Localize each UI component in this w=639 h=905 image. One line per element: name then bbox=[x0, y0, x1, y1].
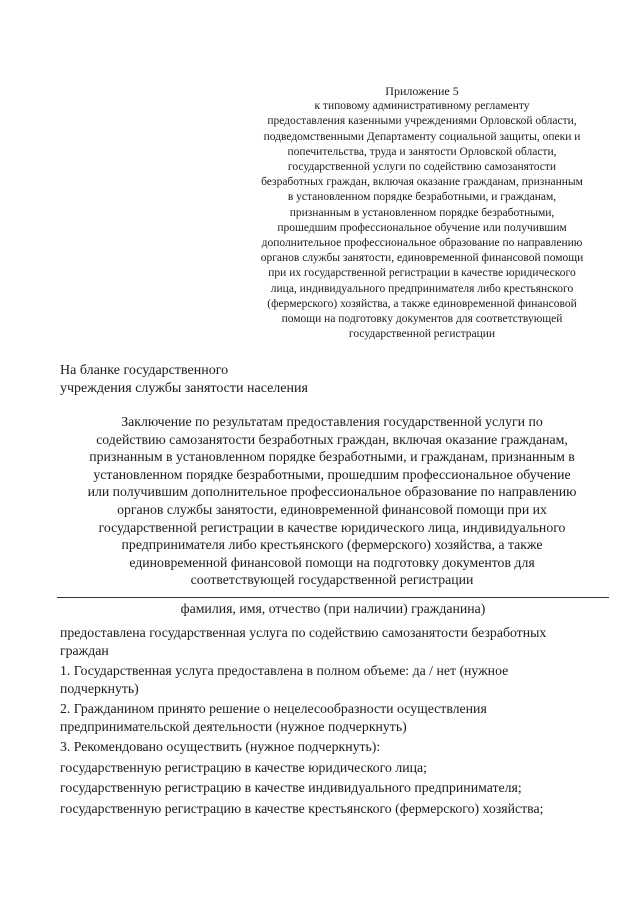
body-paragraph bbox=[60, 759, 610, 777]
appendix-line: безработных граждан, включая оказание гражданам, признанным bbox=[261, 176, 583, 189]
body-paragraph bbox=[60, 779, 610, 797]
body-paragraph bbox=[60, 800, 610, 818]
appendix-line: предоставления казенными учреждениями Орловской области, bbox=[267, 115, 577, 128]
body-line: государственную регистрацию в качестве крестьянского (фермерского) хозяйства; bbox=[60, 800, 544, 816]
body-paragraph bbox=[60, 738, 610, 756]
appendix-line: лица, индивидуального предпринимателя либо крестьянского bbox=[270, 282, 574, 295]
appendix-line: признанным в установленном порядке безработными, bbox=[289, 206, 555, 219]
heading-line: содействию самозанятости безработных граждан, включая оказание гражданам, bbox=[96, 431, 568, 447]
body-line: 1. Государственная услуга предоставлена в полном объеме: да / нет (нужное bbox=[60, 663, 509, 678]
heading-line: соответствующей государственной регистрации bbox=[190, 572, 474, 588]
body-line: 3. Рекомендовано осуществить (нужное подчеркнуть): bbox=[60, 739, 381, 754]
appendix-line: дополнительное профессиональное образование по направлению bbox=[261, 237, 583, 250]
appendix-line: государственной услуги по содействию самозанятости bbox=[287, 161, 557, 174]
heading-line: Заключение по результатам предоставления государственной услуги по bbox=[121, 414, 543, 429]
appendix-line: (фермерского) хозяйства, а также единовременной финансовой bbox=[267, 297, 577, 310]
document-heading bbox=[55, 413, 609, 589]
fill-in-line bbox=[57, 597, 609, 598]
body-line: государственную регистрацию в качестве индивидуального предпринимателя; bbox=[60, 780, 522, 795]
heading-line: государственной регистрации в качестве юридического лица, индивидуального bbox=[98, 519, 566, 535]
appendix-line: государственной регистрации bbox=[348, 328, 496, 341]
appendix-line: в установленном порядке безработными, и гражданам, bbox=[287, 191, 557, 204]
appendix-line: попечительства, труда и занятости Орловской области, bbox=[287, 145, 557, 158]
document-body bbox=[60, 624, 610, 820]
body-paragraph bbox=[60, 700, 610, 735]
letterhead-line: учреждения службы занятости населения bbox=[60, 381, 308, 396]
appendix-line: подведомственными Департаменту социальной защиты, опеки и bbox=[263, 130, 581, 143]
appendix-line: помощи на подготовку документов для соответствующей bbox=[281, 313, 563, 326]
body-paragraph bbox=[60, 624, 610, 659]
appendix-line: прошедшим профессиональное обучение или получившим bbox=[277, 221, 567, 234]
heading-line: признанным в установленном порядке безработными, и гражданам, признанным в bbox=[89, 449, 575, 465]
appendix-line: при их государственной регистрации в качестве юридического bbox=[268, 267, 576, 280]
heading-line: предпринимателя либо крестьянского (фермерского) хозяйства, а также bbox=[121, 537, 543, 553]
appendix-line: к типовому административному регламенту bbox=[314, 100, 530, 113]
heading-line: органов службы занятости, единовременной финансовой помощи при их bbox=[117, 501, 547, 517]
body-line: предоставлена государственная услуга по содействию самозанятости безработных bbox=[60, 625, 547, 640]
body-line: граждан bbox=[60, 642, 109, 658]
heading-line: установленном порядке безработными, прошедшим профессиональное обучение bbox=[93, 466, 571, 482]
body-line: предпринимательской деятельности (нужное подчеркнуть) bbox=[60, 718, 407, 734]
body-paragraph bbox=[60, 662, 610, 697]
letterhead-note bbox=[60, 362, 308, 398]
appendix-reference bbox=[236, 84, 608, 342]
body-line: государственную регистрацию в качестве юридического лица; bbox=[60, 759, 427, 775]
appendix-line: органов службы занятости, единовременной финансовой помощи bbox=[260, 252, 584, 265]
letterhead-line: На бланке государственного bbox=[60, 363, 229, 378]
appendix-title: Приложение 5 bbox=[385, 84, 459, 98]
body-line: подчеркнуть) bbox=[60, 680, 139, 696]
body-line: 2. Гражданином принято решение о нецелесообразности осуществления bbox=[60, 701, 487, 716]
heading-line: единовременной финансовой помощи на подготовку документов для bbox=[129, 554, 535, 570]
heading-line: или получившим дополнительное профессиональное образование по направлению bbox=[87, 484, 577, 500]
fio-caption: фамилия, имя, отчество (при наличии) гражданина) bbox=[180, 601, 486, 616]
